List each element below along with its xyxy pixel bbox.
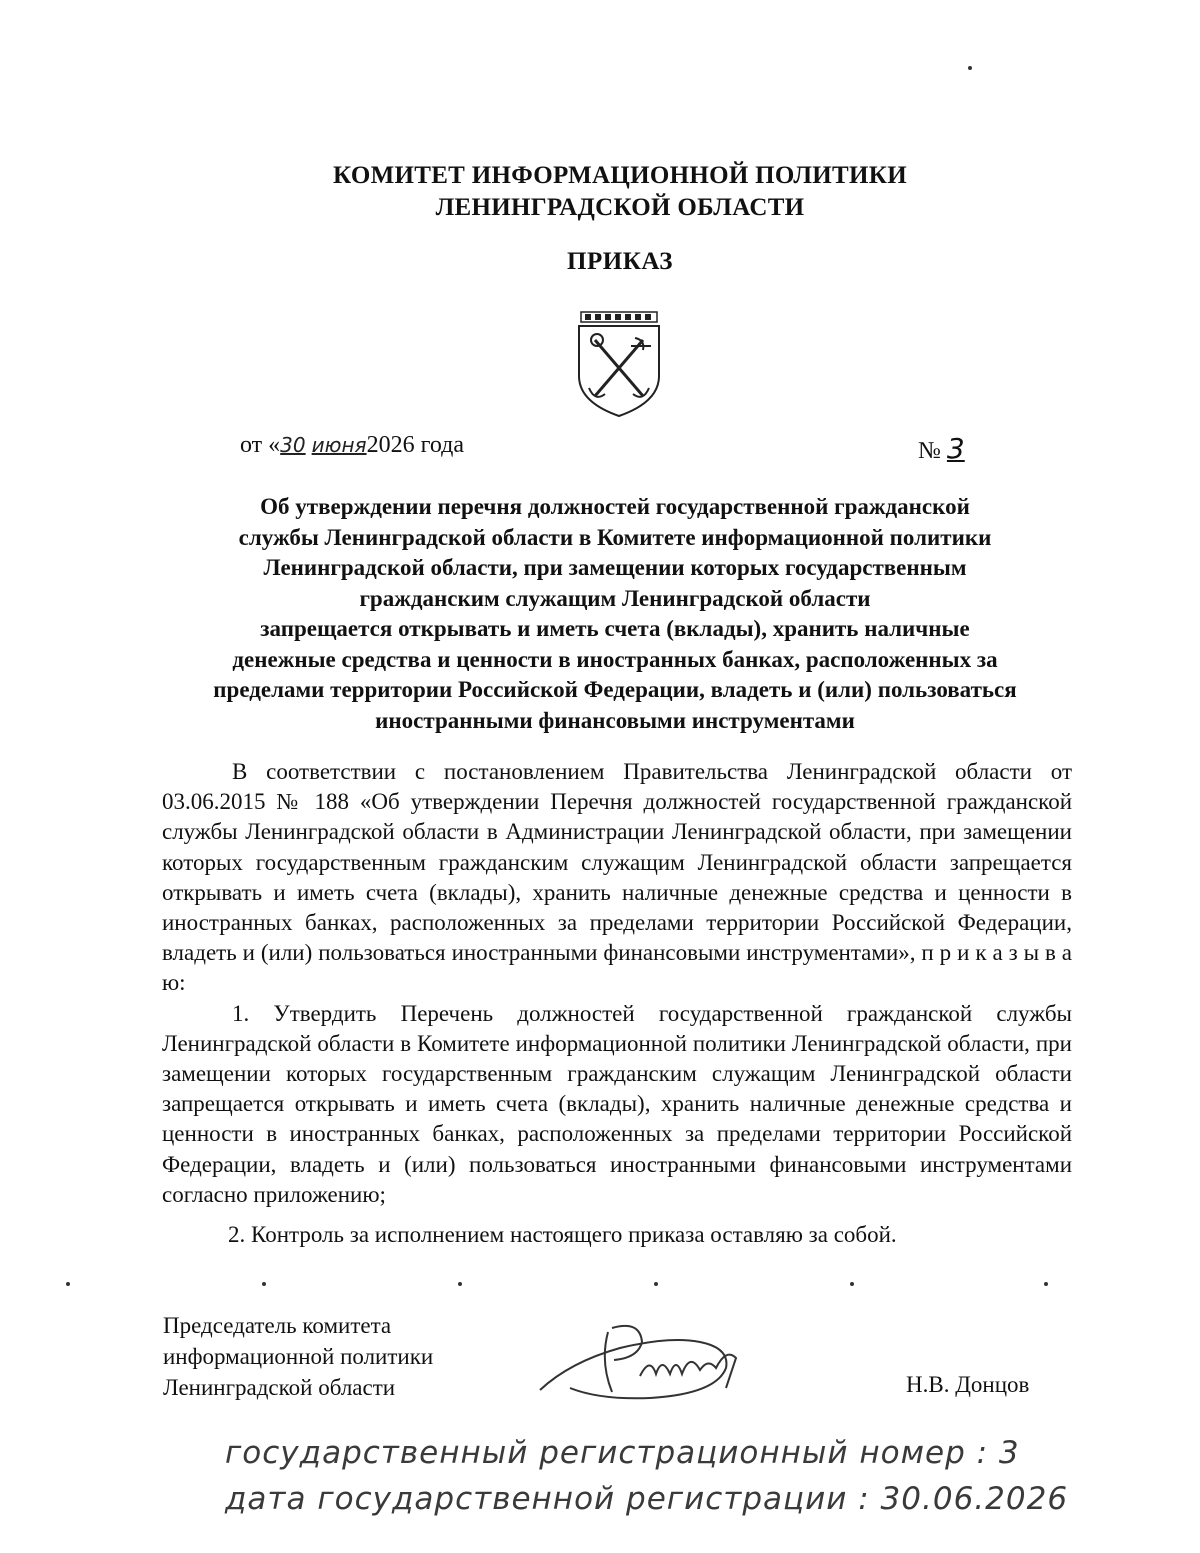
registration-number-line: государственный регистрационный номер : 3 xyxy=(225,1435,1020,1471)
organization-name xyxy=(0,160,1200,224)
document-date: от «30 июня2026 года xyxy=(240,432,464,458)
scan-dot xyxy=(458,1282,462,1286)
subject-line: денежные средства и ценности в иностранных банках, расположенных за xyxy=(232,646,998,672)
scan-dot xyxy=(850,1282,854,1286)
handwritten-day: 30 xyxy=(280,433,306,457)
scan-dot xyxy=(66,1282,70,1286)
subject-line: пределами территории Российской Федерации, владеть и (или) пользоваться xyxy=(213,677,1017,702)
registration-date-line: дата государственной регистрации : 30.06.2026 xyxy=(225,1481,1069,1517)
subject-line: запрещается открывать и иметь счета (вклады), хранить наличные xyxy=(260,616,970,641)
handwritten-registration-note xyxy=(225,1430,1155,1522)
scan-dot xyxy=(968,66,972,70)
document-type: ПРИКАЗ xyxy=(567,248,673,275)
document-body xyxy=(162,757,1072,1210)
signer-title: Председатель комитета информационной политики Ленинградской области xyxy=(163,1313,434,1400)
scan-dot xyxy=(262,1282,266,1286)
subject-line: гражданским служащим Ленинградской области xyxy=(359,585,871,611)
preamble-paragraph: В соответствии с постановлением Правительства Ленинградской области от 03.06.2015 № 188 «Об утверждении Перечня должностей государственной гражданской службы Ленинградской области в Администрации Ленинградской области, при замещении которых государственным гражданским служащим Ленинградской области запрещается открывать и иметь счета (вклады), хранить наличные денежные средства и ценности в иностранных банках, расположенных за пределами территории Российской Федерации, владеть и (или) пользоваться иностранными финансовыми инструментами», п р и к а з ы в а ю: xyxy=(162,759,1072,996)
signer-name: Н.В. Донцов xyxy=(906,1372,1030,1397)
coat-of-arms-icon xyxy=(573,310,665,418)
organization-name-line1: КОМИТЕТ ИНФОРМАЦИОННОЙ ПОЛИТИКИ xyxy=(333,162,907,189)
subject-line: Об утверждении перечня должностей государственной гражданской xyxy=(260,494,970,519)
document-subject xyxy=(165,492,1065,736)
subject-line: Ленинградской области, при замещении которых государственным xyxy=(263,555,967,580)
handwritten-month: июня xyxy=(311,433,367,457)
document-number: № 3 xyxy=(918,432,965,465)
subject-line: службы Ленинградской области в Комитете информационной политики xyxy=(238,524,992,550)
handwritten-number: 3 xyxy=(946,432,965,465)
order-item-1: 1. Утвердить Перечень должностей государственной гражданской службы Ленинградской области в Комитете информационной политики Ленинградской области, при замещении которых государственным гражданским служащим Ленинградской области запрещается открывать и иметь счета (вклады), хранить наличные денежные средства и ценности в иностранных банках, расположенных за пределами территории Российской Федерации, владеть и (или) пользоваться иностранными финансовыми инструментами согласно приложению; xyxy=(162,1000,1072,1207)
order-item-2: 2. Контроль за исполнением настоящего приказа оставляю за собой. xyxy=(228,1222,897,1247)
subject-line: иностранными финансовыми инструментами xyxy=(375,707,855,733)
handwritten-signature xyxy=(530,1302,770,1412)
scan-dot xyxy=(654,1282,658,1286)
scan-dot xyxy=(1044,1282,1048,1286)
organization-name-line2: ЛЕНИНГРАДСКОЙ ОБЛАСТИ xyxy=(435,194,805,221)
